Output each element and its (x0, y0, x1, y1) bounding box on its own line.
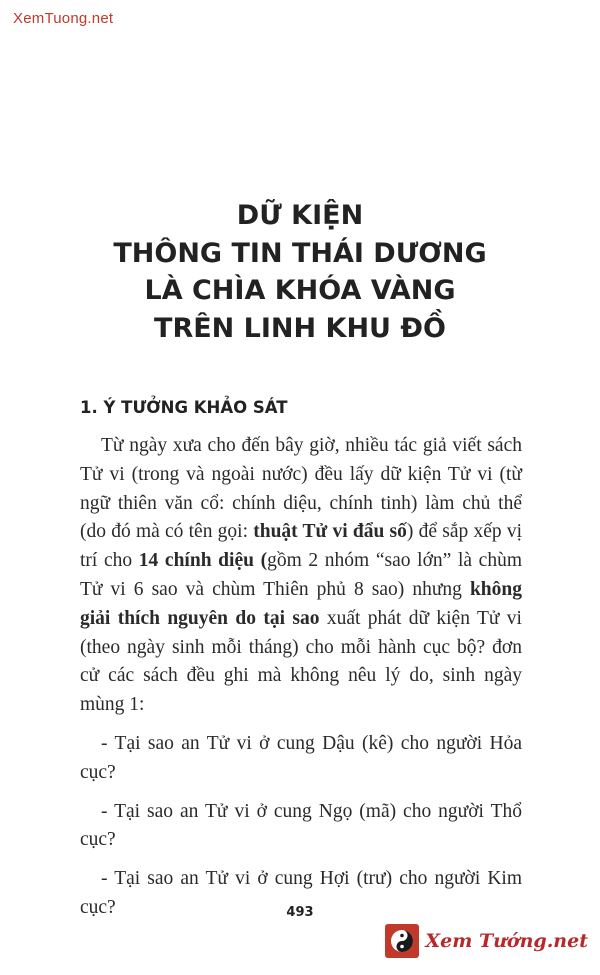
paragraph (80, 432, 522, 720)
chapter-title-line: TRÊN LINH KHU ĐỒ (154, 312, 446, 344)
yin-yang-icon (385, 924, 419, 958)
chapter-title (0, 197, 600, 347)
brand-logo-text: Xem Tướng.net (425, 930, 588, 952)
bold-run: thuật Tử vi đẩu số (253, 521, 407, 543)
question-item: - Tại sao an Tử vi ở cung Hợi (trư) cho người Kim cục? (80, 868, 522, 918)
chapter-title-line: LÀ CHÌA KHÓA VÀNG (144, 275, 456, 306)
question-item: - Tại sao an Tử vi ở cung Dậu (kê) cho người Hỏa cục? (80, 732, 522, 783)
body-text (80, 432, 522, 931)
question-item: - Tại sao an Tử vi ở cung Ngọ (mã) cho người Thổ cục? (80, 800, 522, 851)
text-run: ) để sắp xếp vị trí cho (80, 521, 522, 572)
bold-run: 14 chính diệu ( (138, 550, 268, 572)
text-run: gồm 2 nhóm “sao lớn” là chùm Tử vi 6 sao và chùm Thiên phủ 8 sao) nhưng (80, 550, 522, 600)
watermark-text-top: XemTuong.net (13, 10, 114, 27)
chapter-title-line: THÔNG TIN THÁI DƯƠNG (113, 237, 487, 269)
chapter-title-line: DỮ KIỆN (236, 200, 364, 231)
bold-run: không giải thích nguyên do tại sao (80, 578, 522, 629)
brand-logo (385, 923, 588, 959)
text-run: Từ ngày xưa cho đến bây giờ, nhiều tác giả viết sách Tử vi (trong và ngoài nước) đều lấy dữ kiện Tử vi (từ ngữ thiên văn cổ: chính diệu, chính tinh) làm chủ thể (do đó mà có tên gọi: (80, 435, 522, 543)
page-number: 493 (286, 905, 314, 920)
text-run: xuất phát dữ kiện Tử vi (theo ngày sinh mỗi tháng) cho mỗi hành cục bộ? đơn cử các sách đều ghi mà không nêu lý do, sinh ngày mùng 1: (80, 607, 522, 716)
section-heading: 1. Ý TƯỞNG KHẢO SÁT (80, 398, 288, 417)
